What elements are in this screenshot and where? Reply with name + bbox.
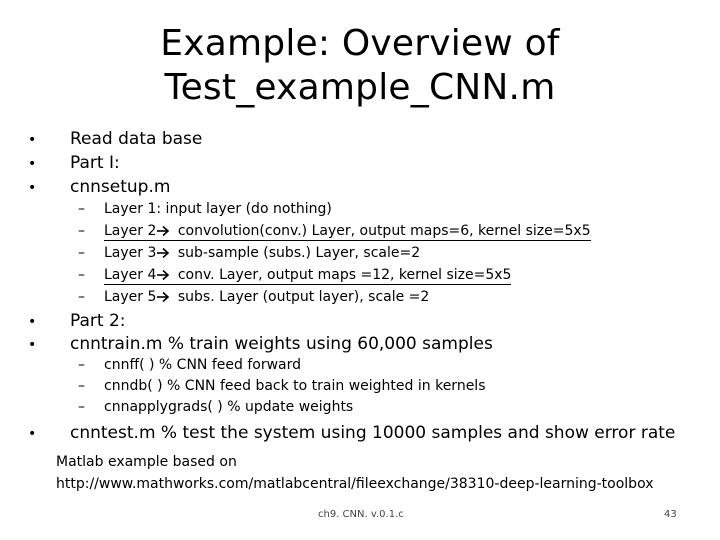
- bullet-part-1: •Part I:: [28, 151, 120, 176]
- source-note-line-1: Matlab example based on: [56, 454, 237, 470]
- bullet-dot: [28, 309, 70, 334]
- title-line-1: Example: Overview of: [160, 23, 560, 64]
- layer-item-2: [78, 221, 591, 242]
- bullet-dot: [28, 421, 70, 446]
- train-item-cnnff: –cnnff( ) % CNN feed forward: [78, 355, 301, 376]
- bullet-cnntrain: •cnntrain.m % train weights using 60,000 samples: [28, 332, 493, 357]
- right-arrow-icon: [157, 287, 171, 308]
- title-line-2: Test_example_CNN.m: [164, 67, 556, 108]
- layer-item-5: –Layer 5 subs. Layer (output layer), scale =2: [78, 287, 429, 308]
- layer-item-4: [78, 265, 511, 286]
- right-arrow-icon: [157, 243, 171, 264]
- bullet-part-2: •Part 2:: [28, 309, 126, 334]
- layer-item-1: –Layer 1: input layer (do nothing): [78, 199, 332, 220]
- train-item-cnndb: –cnndb( ) % CNN feed back to train weighted in kernels: [78, 376, 486, 397]
- bullet-dot: [28, 332, 70, 357]
- bullet-cnntest: •cnntest.m % test the system using 10000 samples and show error rate: [28, 421, 675, 446]
- train-item-cnnapplygrads: –cnnapplygrads( ) % update weights: [78, 397, 353, 418]
- layer-4-text: Layer 4 conv. Layer, output maps =12, kernel size=5x5: [104, 267, 511, 285]
- source-note: [56, 451, 654, 495]
- bullet-dot: [28, 175, 70, 200]
- bullet-read-database: •Read data base: [28, 127, 202, 152]
- page-number: 43: [664, 509, 677, 520]
- bullet-cnnsetup: •cnnsetup.m: [28, 175, 170, 200]
- footer-center: ch9. CNN. v.0.1.c: [318, 509, 404, 520]
- slide-title: [0, 22, 720, 110]
- layer-item-3: –Layer 3 sub-sample (subs.) Layer, scale=2: [78, 243, 420, 264]
- layer-2-text: Layer 2 convolution(conv.) Layer, output maps=6, kernel size=5x5: [104, 223, 591, 241]
- right-arrow-icon: [157, 265, 171, 286]
- bullet-dot: [28, 151, 70, 176]
- bullet-dot: [28, 127, 70, 152]
- right-arrow-icon: [157, 221, 171, 242]
- source-url: http://www.mathworks.com/matlabcentral/fileexchange/38310-deep-learning-toolbox: [56, 476, 654, 492]
